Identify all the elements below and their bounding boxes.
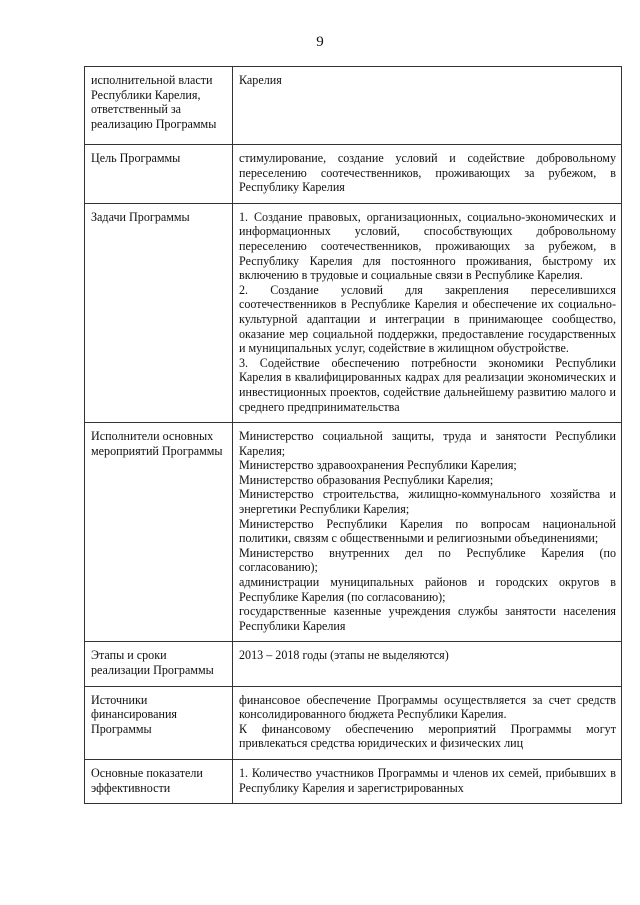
table-row xyxy=(85,423,622,642)
content-paragraph: Министерство Республики Карелия по вопросам национальной политики, связям с общественными и религиозными объединениями; xyxy=(239,516,616,546)
row-label-stages: Этапы и сроки реализации Программы xyxy=(85,642,233,686)
row-label-indicators: Основные показатели эффективности xyxy=(85,759,233,803)
content-paragraph: Министерство внутренних дел по Республике Карелия (по согласованию); xyxy=(239,545,616,575)
table-row xyxy=(85,67,622,145)
table-row xyxy=(85,642,622,686)
content-paragraph: К финансовому обеспечению мероприятий Программы могут привлекаться средства юридических и физических лиц xyxy=(239,721,616,751)
row-content-goal xyxy=(233,145,622,204)
row-content-executors xyxy=(233,423,622,642)
content-paragraph: Министерство здравоохранения Республики Карелия; xyxy=(239,458,517,473)
content-paragraph: 1. Количество участников Программы и членов их семей, прибывших в Республику Карелия и зарегистрированных xyxy=(239,765,616,795)
row-label-funding: Источники финансирования Программы xyxy=(85,686,233,759)
row-label-executors: Исполнители основных мероприятий Программы xyxy=(85,423,233,642)
row-label-tasks: Задачи Программы xyxy=(85,203,233,422)
content-paragraph: 2. Создание условий для закрепления переселившихся соотечественников в Республике Карелия и обеспечение их социально-культурной адаптации и интеграции в принимающее сообщество, оказание мер социальной поддержки, предоставление государственных и муниципальных услуг, содействие в жилищном обустройстве. xyxy=(239,282,616,356)
row-label-responsible-body: исполнительной власти Республики Карелия, ответственный за реализацию Программы xyxy=(85,67,233,145)
content-paragraph: государственные казенные учреждения службы занятости населения Республики Карелия xyxy=(239,604,616,633)
content-paragraph: Карелия xyxy=(239,73,282,87)
table-row xyxy=(85,145,622,204)
content-paragraph: 2013 – 2018 годы (этапы не выделяются) xyxy=(239,648,449,663)
content-paragraph: администрации муниципальных районов и городских округов в Республике Карелия (по согласованию); xyxy=(239,575,616,604)
row-content-stages xyxy=(233,642,622,686)
table-row xyxy=(85,686,622,759)
row-label-goal: Цель Программы xyxy=(85,145,233,204)
content-paragraph: 1. Создание правовых, организационных, социально-экономических и информационных условий, способствующих добровольному переселению соотечественников, проживающих за рубежом, в Республику Карелия для постоянного проживания, быстрому их включению в трудовые и социальные связи в Республике Карелия. xyxy=(239,209,616,283)
content-paragraph: 3. Содействие обеспечению потребности экономики Республики Карелия в квалифицированных кадрах для реализации экономических и инвестиционных проектов, содействие дальнейшему развитию малого и среднего предпринимательства xyxy=(239,355,616,414)
content-paragraph: стимулирование, создание условий и содействие добровольному переселению соотечественников, проживающих за рубежом, в Республику Карелия xyxy=(239,151,616,195)
table-row xyxy=(85,203,622,422)
row-content-indicators xyxy=(233,759,622,803)
page-number: 9 xyxy=(316,34,324,50)
table-row xyxy=(85,759,622,803)
content-paragraph: финансовое обеспечение Программы осуществляется за счет средств консолидированного бюджета Республики Карелия. xyxy=(239,692,616,722)
program-passport-table xyxy=(84,66,622,804)
row-content-funding xyxy=(233,686,622,759)
content-paragraph: Министерство образования Республики Карелия; xyxy=(239,472,494,487)
content-paragraph: Министерство социальной защиты, труда и занятости Республики Карелия; xyxy=(239,429,616,458)
row-content-responsible-body xyxy=(233,67,622,145)
row-content-tasks xyxy=(233,203,622,422)
content-paragraph: Министерство строительства, жилищно-коммунального хозяйства и энергетики Республики Карелия; xyxy=(239,487,616,517)
